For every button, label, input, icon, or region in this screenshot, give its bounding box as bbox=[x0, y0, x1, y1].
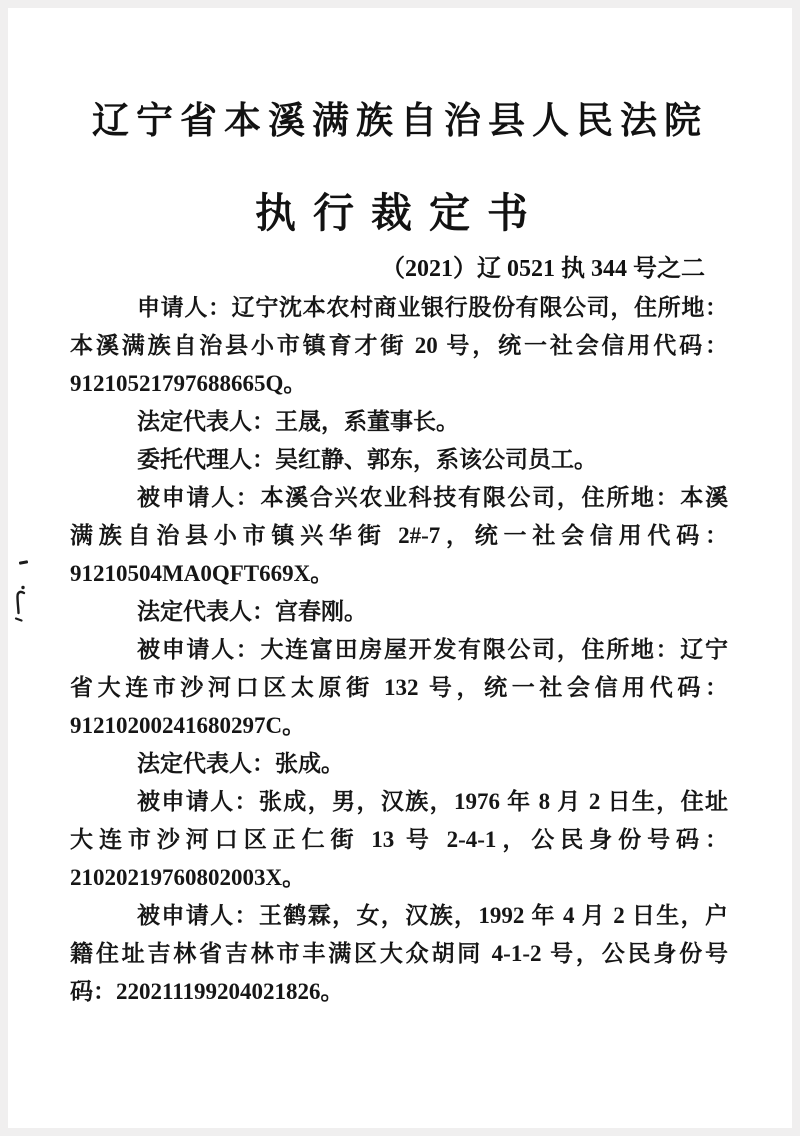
paragraph bbox=[70, 631, 728, 745]
paragraph-line: 申请人：辽宁沈本农村商业银行股份有限公司，住所地： bbox=[137, 295, 728, 320]
paragraph-line: 籍住址吉林省吉林市丰满区大众胡同 4-1-2 号，公民身份号 bbox=[70, 941, 728, 966]
paragraph bbox=[70, 897, 728, 1011]
case-number: （2021）辽 0521 执 344 号之二 bbox=[381, 256, 705, 282]
paragraph-line: 法定代表人：宫春刚。 bbox=[137, 599, 367, 624]
paragraph-line: 被申请人：本溪合兴农业科技有限公司，住所地：本溪 bbox=[137, 485, 728, 510]
paragraph-line: 被申请人：大连富田房屋开发有限公司，住所地：辽宁 bbox=[137, 637, 728, 662]
paragraph-line: 码：220211199204021826。 bbox=[70, 979, 344, 1004]
paragraph-line: 省大连市沙河口区太原街 132 号，统一社会信用代码： bbox=[70, 675, 728, 700]
paragraph-line: 91210504MA0QFT669X。 bbox=[70, 561, 334, 586]
paragraph-line: 委托代理人：吴红静、郭东，系该公司员工。 bbox=[137, 447, 597, 472]
paragraph bbox=[70, 745, 728, 783]
paragraph bbox=[70, 593, 728, 631]
paragraph bbox=[70, 479, 728, 593]
paragraph-line: 大连市沙河口区正仁街 13 号 2-4-1，公民身份号码： bbox=[70, 827, 728, 852]
paragraph-line: 法定代表人：张成。 bbox=[137, 751, 344, 776]
paragraph bbox=[70, 441, 728, 479]
paragraph-line: 满族自治县小市镇兴华街 2#-7，统一社会信用代码： bbox=[70, 523, 728, 548]
paragraph bbox=[70, 783, 728, 897]
paragraph-line: 法定代表人：王晟，系董事长。 bbox=[137, 409, 459, 434]
paragraph-line: 21020219760802003X。 bbox=[70, 865, 306, 890]
document-body bbox=[70, 289, 728, 1011]
court-name-heading: 辽宁省本溪满族自治县人民法院 bbox=[92, 101, 708, 142]
paragraph-line: 91210521797688665Q。 bbox=[70, 371, 307, 396]
scan-artifact-dash bbox=[19, 560, 28, 565]
paragraph-line: 91210200241680297C。 bbox=[70, 713, 306, 738]
paragraph bbox=[70, 403, 728, 441]
paragraph-line: 被申请人：王鹤霖，女，汉族，1992 年 4 月 2 日生，户 bbox=[137, 903, 728, 928]
scan-artifact-squiggle bbox=[11, 584, 28, 629]
document-page bbox=[8, 8, 792, 1128]
paragraph bbox=[70, 289, 728, 403]
paragraph-line: 本溪满族自治县小市镇育才街 20 号，统一社会信用代码： bbox=[70, 333, 728, 358]
paragraph-line: 被申请人：张成，男，汉族，1976 年 8 月 2 日生，住址 bbox=[137, 789, 728, 814]
document-title: 执行裁定书 bbox=[255, 190, 545, 236]
